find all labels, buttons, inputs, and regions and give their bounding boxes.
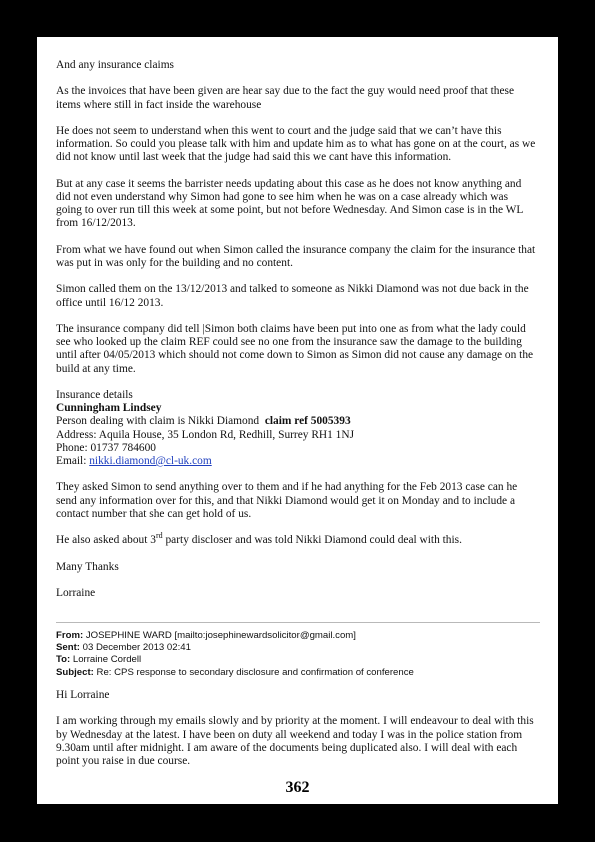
paragraph: As the invoices that have been given are hear say due to the fact the guy would need proof that these items where still in fact inside the warehouse xyxy=(56,85,514,111)
insurance-address: Address: Aquila House, 35 London Rd, Redhill, Surrey RH1 1NJ xyxy=(56,428,355,441)
signature: Lorraine xyxy=(56,586,96,599)
reply-text: I am working through my emails slowly and by priority at the moment. I will endeavour to deal with this by Wednesday at the latest. I have been on duty all weekend and today I was in the police station from 9.30am until after midnight. I am aware of the documents being duplicated also. I will deal with each point you raise in due course. xyxy=(56,715,534,767)
email-link[interactable]: nikki.diamond@cl-uk.com xyxy=(89,454,212,467)
insurance-email-row xyxy=(56,455,536,468)
reply-greeting: Hi Lorraine xyxy=(56,689,110,701)
claim-ref: claim ref 5005393 xyxy=(264,415,351,428)
from-row xyxy=(56,630,536,642)
insurance-details xyxy=(56,389,536,468)
paragraph: But at any case it seems the barrister needs updating about this case as he does not know anything and did not even understand why Simon had gone to see him when he was on a case already which was going to over run till this week at some point, but not before Wednesday. And Simon case is in the WL from 16/12/2013. xyxy=(56,177,523,230)
paragraph: Simon called them on the 13/12/2013 and talked to someone as Nikki Diamond was not due back in the office until 16/12 2013. xyxy=(56,283,529,309)
paragraph: And any insurance claims xyxy=(56,59,174,71)
from-value: JOSEPHINE WARD [mailto:josephinewardsolicitor@gmail.com] xyxy=(85,630,356,641)
sent-label: Sent: xyxy=(56,642,80,654)
email-label: Email: xyxy=(56,454,87,467)
subject-value: Re: CPS response to secondary disclosure and confirmation of conference xyxy=(96,666,414,678)
sent-row xyxy=(56,642,536,654)
disclosure-paragraph xyxy=(56,531,536,547)
insurance-heading: Insurance details xyxy=(56,388,133,401)
to-label: To: xyxy=(56,654,71,666)
insurance-person xyxy=(56,415,536,428)
paragraph: They asked Simon to send anything over to them and if he had anything for the Feb 2013 case can he send any information over for this, and that Nikki Diamond would get it on Monday and to include a contact number that she can get hold of us. xyxy=(56,481,518,520)
insurance-company: Cunningham Lindsey xyxy=(56,402,162,415)
paragraph: He does not seem to understand when this went to court and the judge said that we can’t have this information. So could you please talk with him and update him as to what has gone on at the court, as we did not know until last week that the judge had said this we cant have this information. xyxy=(56,124,536,164)
paragraph: The insurance company did tell |Simon both claims have been put into one as from what the lady could see who looked up the claim REF could see no one from the insurance saw the damage to the building until after 04/05/2013 which should not come down to Simon as Simon did not cause any damage on the build at any time. xyxy=(56,322,534,375)
insurance-phone: Phone: 01737 784600 xyxy=(56,441,156,454)
closing: Many Thanks xyxy=(56,560,119,573)
divider xyxy=(56,622,540,623)
document-page xyxy=(37,37,558,804)
disclosure-after: party discloser and was told Nikki Diamond could deal with this. xyxy=(162,534,462,547)
person-line: Person dealing with claim is Nikki Diamond xyxy=(56,415,260,428)
ordinal-suffix: rd xyxy=(155,531,163,541)
reply-body xyxy=(56,689,536,781)
page-number: 362 xyxy=(285,779,310,796)
subject-row xyxy=(56,667,536,679)
disclosure-before: He also asked about 3 xyxy=(56,534,156,547)
from-label: From: xyxy=(56,630,84,641)
subject-label: Subject: xyxy=(56,666,94,678)
letter-body xyxy=(56,59,536,613)
paragraph: From what we have found out when Simon called the insurance company the claim for the insurance that was put in was only for the building and no content. xyxy=(56,243,536,269)
email-header xyxy=(56,630,536,679)
to-value: Lorraine Cordell xyxy=(72,654,142,666)
to-row xyxy=(56,654,536,666)
sent-value: 03 December 2013 02:41 xyxy=(82,642,191,654)
